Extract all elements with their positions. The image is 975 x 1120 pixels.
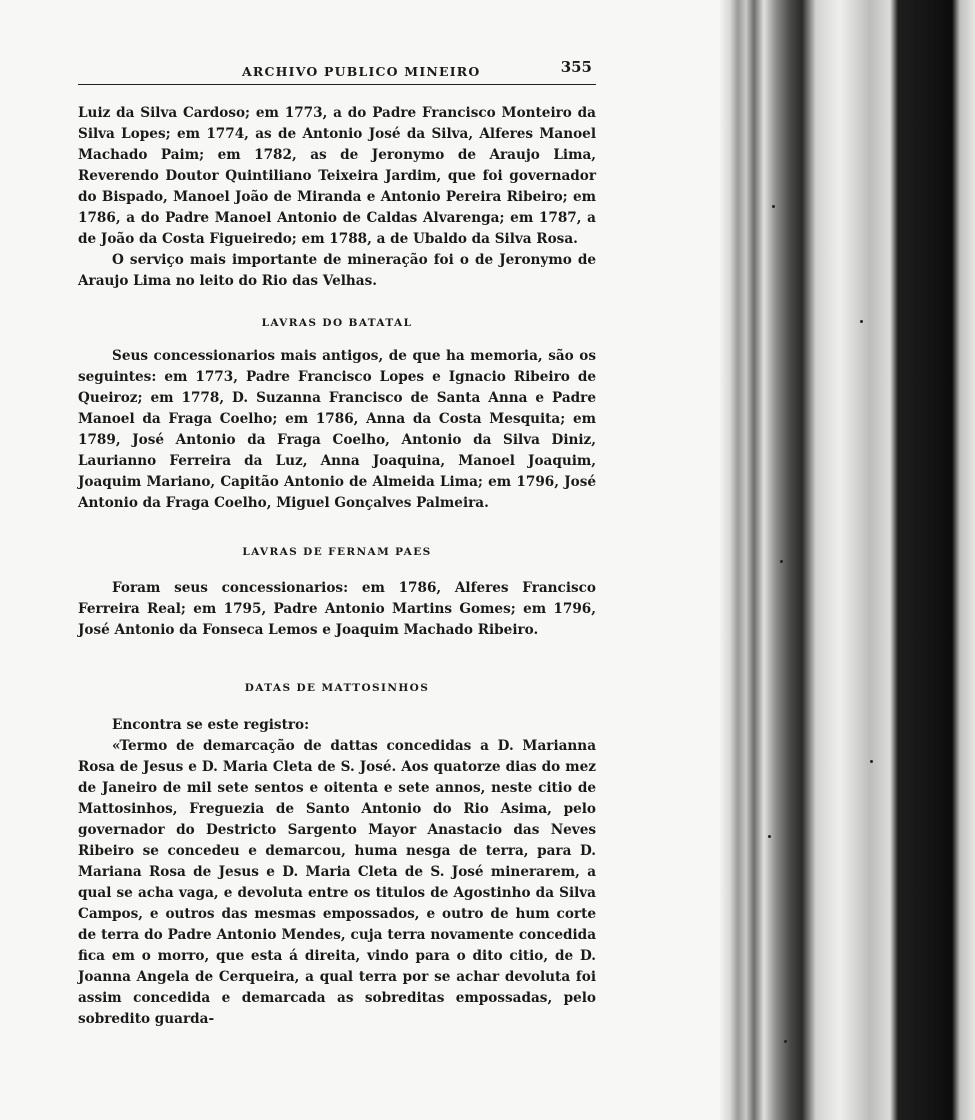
scan-speck <box>870 760 873 763</box>
scan-speck <box>784 1040 787 1043</box>
page-number: 355 <box>560 58 592 76</box>
section-heading-batatal: LAVRAS DO BATATAL <box>261 317 413 329</box>
scan-speck <box>772 205 775 208</box>
section-text-fernam-paes <box>78 578 596 641</box>
paragraph-batatal: Seus concessionarios mais antigos, de que ha memoria, são os seguintes: em 1773, Padre Francisco Lopes e Ignacio Ribeiro de Queiroz; em 1778, D. Suzanna Francisco de Santa Anna e Padre Manoel da Fraga Coelho; em 1786, Anna da Costa Mesquita; em 1789, José Antonio da Fraga Coelho, Antonio da Silva Diniz, Laurianno Ferreira da Luz, Anna Joaquina, Manoel Joaquim, Joaquim Mariano, Capitão Antonio de Almeida Lima; em 1796, José Antonio da Fraga Coelho, Miguel Gonçalves Palmeira. <box>78 348 596 511</box>
section-text-mattosinhos <box>78 715 596 1030</box>
running-title: ARCHIVO PUBLICO MINEIRO <box>242 64 481 79</box>
book-binding-edge <box>720 0 975 1120</box>
scan-speck <box>860 320 863 323</box>
section-heading-mattosinhos: DATAS DE MATTOSINHOS <box>244 682 430 694</box>
scan-speck <box>768 835 771 838</box>
paragraph-fernam-paes: Foram seus concessionarios: em 1786, Alferes Francisco Ferreira Real; em 1795, Padre Antonio Martins Gomes; em 1796, José Antonio da Fonseca Lemos e Joaquim Machado Ribeiro. <box>78 580 596 638</box>
paragraph-mattosinhos-term: «Termo de demarcação de dattas concedidas a D. Marianna Rosa de Jesus e D. Maria Cleta de S. José. Aos quatorze dias do mez de Janeiro de mil sete sentos e oitenta e sete annos, neste citio de Mattosinhos, Freguezia de Santo Antonio do Rio Asima, pelo governador do Destricto Sargento Mayor Anastacio das Neves Ribeiro se concedeu e demarcou, huma nesga de terra, para D. Mariana Rosa de Jesus e D. Maria Cleta de S. José minerarem, a qual se acha vaga, e devoluta entre os titulos de Agostinho da Silva Campos, e outros das mesmas empossados, e outro de hum corte de terra do Padre Antonio Mendes, cuja terra novamente concedida fica em o morro, que esta á direita, vindo para o dito citio, de D. Joanna Angela de Cerqueira, a qual terra por se achar devoluta foi assim concedida e demarcada as sobreditas empossadas, pelo sobredito guarda- <box>78 738 596 1027</box>
page-header <box>78 58 596 85</box>
paragraph-continuation: Luiz da Silva Cardoso; em 1773, a do Padre Francisco Monteiro da Silva Lopes; em 1774, as de Antonio José da Silva, Alferes Manoel Machado Paim; em 1782, as de Jeronymo de Araujo Lima, Reverendo Doutor Quintiliano Teixeira Jardim, que foi governador do Bispado, Manoel João de Miranda e Antonio Pereira Ribeiro; em 1786, a do Padre Manoel Antonio de Caldas Alvarenga; em 1787, a de João da Costa Figueiredo; em 1788, a de Ubaldo da Silva Rosa. <box>78 105 596 247</box>
section-text-batatal <box>78 346 596 514</box>
paragraph-mining-service: O serviço mais importante de mineração foi o de Jeronymo de Araujo Lima no leito do Rio das Velhas. <box>78 252 596 289</box>
opening-text-block <box>78 103 596 292</box>
paragraph-mattosinhos-intro: Encontra se este registro: <box>112 717 310 733</box>
section-heading-fernam-paes: LAVRAS DE FERNAM PAES <box>242 546 432 558</box>
scan-speck <box>780 560 783 563</box>
